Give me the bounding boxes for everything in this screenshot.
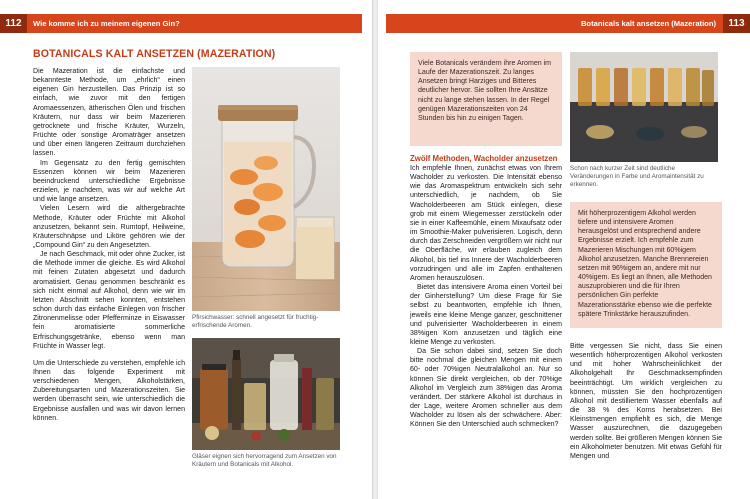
body-paragraph: Bietet das intensivere Aroma einen Vorteil bei der Ginherstellung? Um diese Frage für Sie selbst zu beantworten, empfehle ich Ihnen, jeweils eine kleine Menge ganzer, geschnittener und pulverisierter Wacholderbeeren in einem 38%igen Korn anzusetzen und täglich eine kleine Menge zu verkosten. (410, 284, 562, 346)
left-page (0, 0, 372, 499)
body-paragraph: Ich empfehle Ihnen, zunächst etwas von Ihrem Wacholder zu verkosten. Die Intensität ebenso wie das Aromaspektrum entwickeln sich sehr unterschiedlich, je nachdem, ob Sie Wacholderbeeren am Stück einlegen, diese grob mit einem Wiegemesser zerstückeln oder sie in einer Kaffeemühle, einem Mixaufsatz oder im Smoothie-Maker pulverisieren. Logisch, denn durch das Zerschneiden vergrößern wir nicht nur die Oberfläche, wir erlauben zugleich dem Alkohol, bis tief ins Innere der Wacholderbeeren vorzudringen und alle im Zapfen enthaltenen Aromen herauszulösen. (410, 165, 562, 282)
running-head-right: Botanicals kalt ansetzen (Mazeration) (580, 19, 716, 28)
peach-pitcher-illustration (192, 67, 340, 311)
page-number-left: 112 (0, 14, 27, 33)
page-number-right: 113 (723, 14, 750, 33)
body-paragraph: Die Mazeration ist die einfachste und bekannteste Methode, um „ehrlich“ einen eigenen Gin herzustellen. Das Prinzip ist so einfach, wie zuvor mit den fertigen Aromaessenzen, ätherischen Ölen und frischen Kräutern, nur dass wir beim Mazerieren getrocknete und frische Kräuter, Wurzeln, Früchte oder sonstige Aromaträger ansetzen und über einen längeren Zeitraum durchziehen lassen. (33, 68, 185, 158)
tip-box-alcohol-strength: Mit höherprozentigem Alkohol werden tiefere und intensivere Aromen herausgelöst und entsprechend andere Ergebnisse erzielt. Ich empfehle zum Mazerieren Mischungen mit 60%igem Alkohol anzusetzen. Manche Brennereien setzen mit 96%igem an, andere mit nur 40%igem. Es liegt an Ihnen, alle Methoden auszuprobieren und die für Ihren persönlichen Gin perfekte Mazerationsstärke ebenso wie die perfekte spätere Trinkstärke herauszufinden. (570, 202, 722, 328)
right-page (378, 0, 750, 499)
photo-caption-peach: Pfirsichwasser: schnell angesetzt für fruchtig-erfrischende Aromen. (192, 314, 319, 329)
body-paragraph: Im Gegensatz zu den fertig gemischten Essenzen können wir beim Mazerieren beeindruckend unterschiedliche Ergebnisse erzielen, je nachdem, was wir auf welche Art und wie lange ansetzen. (33, 159, 185, 204)
body-paragraph: Bitte vergessen Sie nicht, dass Sie einen wesentlich höherprozentigen Alkohol verkosten und mit hoher Wahrscheinlichkeit der Alkoholgehalt Ihr Geschmacksempfinden beeinträchtigt. Um wirklich vergleichen zu können, müssten Sie den hochprozentigen Alkohol mit destilliertem Wasser ebenfalls auf die 38 % des Korns herabsetzen. Bei Kleinstmengen empfiehlt es sich, die Menge Wasser auszurechnen, die dazugegeben werden sollte. Bei größeren Mengen können Sie ein Alkoholmeter benutzen. Mit etwas Gefühl für Mengen und (570, 343, 722, 460)
right-body-column-2 (570, 342, 722, 461)
photo-caption-juniper: Schon nach kurzer Zeit sind deutliche Veränderungen in Farbe und Aromaintensität zu erkennen. (570, 165, 704, 188)
body-paragraph: Je nach Geschmack, mit oder ohne Zucker, ist die Methode immer die gleiche. Es wird Alkohol mit feinen Zutaten abgesetzt und dadurch aromatisiert. Genau genommen beschränkt es sich nicht einmal auf Alkohol, denn wie wir im letzten Abschnitt sehen konnten, entstehen schon durch das einfache Einlegen von frischer Zitronenmelisse oder Pfefferminze in Eiswasser fein aromatisierte sommerliche Erfrischungsgetränke, ebenso wenn man Früchte in Wasser legt. (33, 251, 185, 350)
running-head-left: Wie komme ich zu meinem eigenen Gin? (33, 19, 180, 28)
body-paragraph: Um die Unterschiede zu verstehen, empfehle ich Ihnen das folgende Experiment mit verschiedenen Mengen, Alkoholstärken, Zubereitungsarten und Mazerationszeiten. Sie werden überrascht sein, wie unterschiedlich die Ergebnisse ausfallen und was wir davon lernen können. (33, 359, 185, 422)
right-body-column-1 (410, 164, 562, 430)
running-header-right (386, 14, 750, 33)
tip-box-maceration-time: Viele Botanicals verändern ihre Aromen im Laufe der Mazerationszeit. Zu langes Ansetzen bringt Harziges und Bitteres deutlicher hervor. Sie sollten Ihre Ansätze nicht zu lange stehen lassen. In der Regel genügen Mazerationszeiten von 24 Stunden bis hin zu einigen Tagen. (410, 52, 562, 146)
section-title: BOTANICALS KALT ANSETZEN (MAZERATION) (33, 48, 276, 60)
jars-illustration (192, 338, 340, 450)
subheading-juniper-methods: Zwölf Methoden, Wacholder anzusetzen (410, 154, 558, 163)
juniper-jars-illustration (570, 52, 718, 162)
photo-caption-jars: Gläser eignen sich hervorragend zum Ansetzen von Kräutern und Botanicals mit Alkohol. (192, 453, 337, 468)
peach-water-photo (192, 67, 340, 311)
body-paragraph: Da Sie schon dabei sind, setzen Sie doch bitte nochmal die gleichen Mengen mit einem 60- oder 70%igen Neutralalkohol an. Nur so können Sie direkt vergleichen, ob der 70%ige Alkohol im Vergleich zum 38%igen das Aroma verändert. Der stärkere Alkohol ist durchaus in der Lage, weitere Aromen schneller aus dem Wacholder zu lösen als der schwächere. Aber: Können Sie den Unterschied auch schmecken? (410, 348, 562, 429)
running-header-left (0, 14, 362, 33)
body-paragraph: Vielen Lesern wird die althergebrachte Methode, Kräuter oder Früchte mit Alkohol anzusetzen, bekannt sein. Rumtopf, Heilweine, Kräuterschnäpse und Liköre gehören wie der „Compound Gin“ zu den Angesetzten. (33, 205, 185, 249)
left-body-column (33, 67, 185, 423)
jars-photo (192, 338, 340, 450)
juniper-jars-photo (570, 52, 718, 162)
